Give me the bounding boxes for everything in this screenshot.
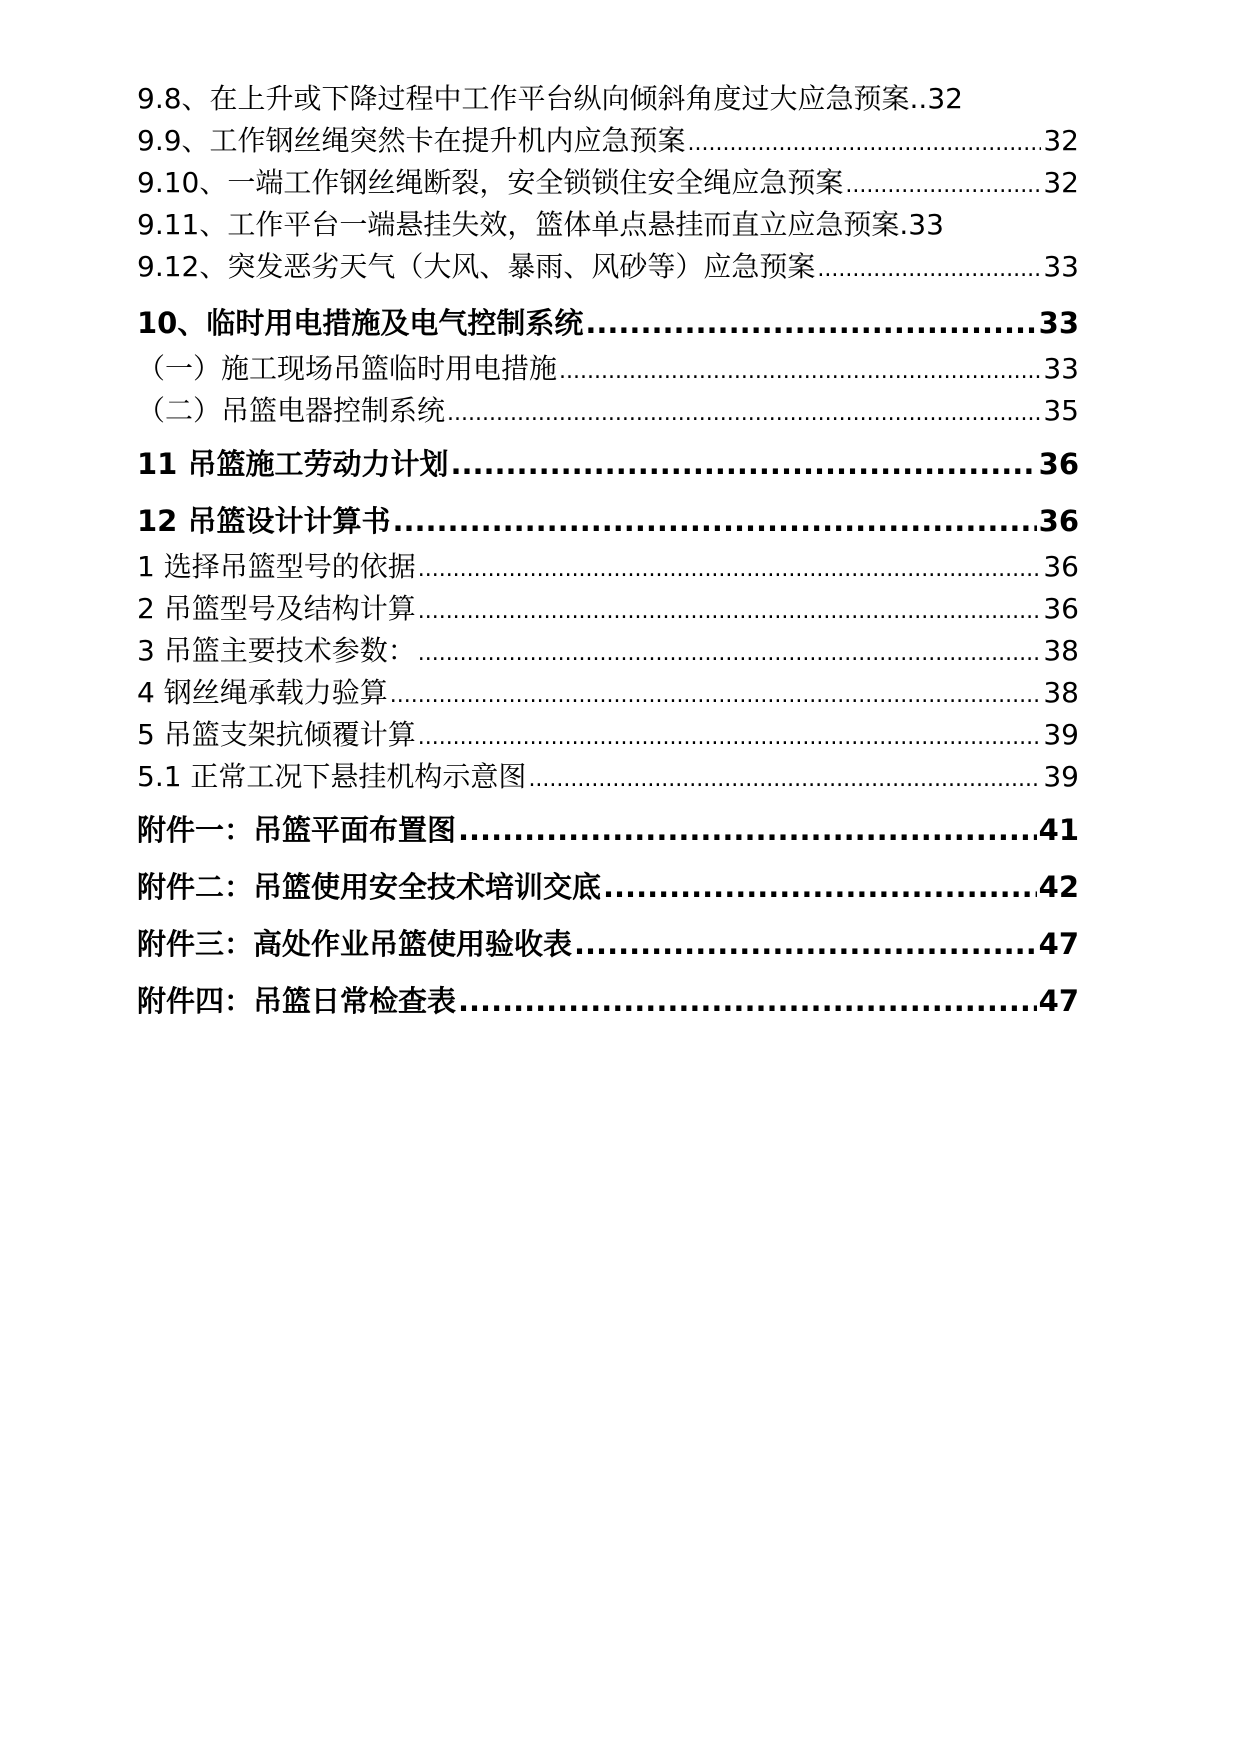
toc-entry-label: 9.8、在上升或下降过程中工作平台纵向倾斜角度过大应急预案.. [137,82,928,115]
toc-entry-page: 32 [1043,166,1079,199]
toc-entry-9-12[interactable] [137,246,1079,288]
toc-entry-appendix-4[interactable] [137,976,1079,1026]
toc-entry-label: （二）吊篮电器控制系统 [137,394,446,427]
toc-entry-label: 附件二：吊篮使用安全技术培训交底 [137,870,602,904]
toc-entry-label: 11 吊篮施工劳动力计划 [137,447,449,481]
toc-entry-label: 9.11、工作平台一端悬挂失效，篮体单点悬挂而直立应急预案. [137,208,909,241]
dot-leader [418,549,1042,591]
toc-entry-page: 41 [1038,813,1079,847]
toc-entry-page: 36 [1038,504,1079,538]
toc-entry-label: 5.1 正常工况下悬挂机构示意图 [137,760,527,793]
dot-leader [574,919,1037,969]
toc-entry-12-3[interactable] [137,630,1079,672]
toc-entry-12-1[interactable] [137,546,1079,588]
toc-entry-appendix-3[interactable] [137,919,1079,969]
toc-entry-page: 42 [1038,870,1079,904]
toc-entry-label: 2 吊篮型号及结构计算 [137,592,416,625]
dot-leader [528,759,1041,801]
toc-entry-label: 3 吊篮主要技术参数： [137,634,416,667]
toc-entry-page: 36 [1043,592,1079,625]
toc-entry-label: 5 吊篮支架抗倾覆计算 [137,718,416,751]
toc-entry-page: 38 [1043,634,1079,667]
dot-leader [447,393,1041,435]
toc-entry-label: 4 钢丝绳承载力验算 [137,676,388,709]
dot-leader [418,717,1042,759]
toc-entry-page: 35 [1043,394,1079,427]
dot-leader [458,976,1037,1026]
toc-entry-label: 附件四：吊篮日常检查表 [137,984,457,1018]
dot-leader [418,633,1042,675]
toc-entry-label: 10、临时用电措施及电气控制系统 [137,306,584,340]
dot-leader [688,123,1042,165]
toc-entry-page: 39 [1043,760,1079,793]
toc-entry-10-2[interactable] [137,390,1079,432]
toc-entry-11[interactable] [137,439,1079,489]
dot-leader [559,351,1041,393]
dot-leader [845,165,1041,207]
toc-entry-12-2[interactable] [137,588,1079,630]
toc-entry-page: 36 [1043,550,1079,583]
toc-entry-page: 36 [1038,447,1079,481]
toc-entry-appendix-1[interactable] [137,805,1079,855]
toc-entry-label: （一）施工现场吊篮临时用电措施 [137,352,558,385]
toc-entry-label: 9.10、一端工作钢丝绳断裂，安全锁锁住安全绳应急预案 [137,166,844,199]
toc-entry-10-1[interactable] [137,348,1079,390]
toc-entry-page: 38 [1043,676,1079,709]
toc-entry-page: 47 [1038,984,1079,1018]
toc-entry-page: 32 [1043,124,1079,157]
toc-entry-page: 32 [927,82,963,115]
toc-entry-page: 33 [1038,306,1079,340]
dot-leader [585,298,1036,348]
dot-leader [390,675,1042,717]
toc-entry-9-9[interactable] [137,120,1079,162]
toc-entry-label: 附件三：高处作业吊篮使用验收表 [137,927,573,961]
toc-entry-page: 33 [908,208,944,241]
toc-entry-label: 9.9、工作钢丝绳突然卡在提升机内应急预案 [137,124,686,157]
toc-entry-page: 47 [1038,927,1079,961]
toc-entry-appendix-2[interactable] [137,862,1079,912]
dot-leader [458,805,1037,855]
toc-entry-9-10[interactable] [137,162,1079,204]
toc-entry-12-5-1[interactable] [137,756,1079,798]
dot-leader [450,439,1036,489]
toc-entry-9-8[interactable] [137,78,1109,120]
toc-entry-12[interactable] [137,496,1079,546]
dot-leader [817,249,1041,291]
toc-entry-page: 33 [1043,352,1079,385]
toc-entry-9-11[interactable] [137,204,1109,246]
toc-entry-10[interactable] [137,298,1079,348]
toc-entry-12-4[interactable] [137,672,1079,714]
toc-entry-label: 1 选择吊篮型号的依据 [137,550,416,583]
dot-leader [603,862,1037,912]
toc-entry-label: 12 吊篮设计计算书 [137,504,391,538]
table-of-contents [137,78,1079,1026]
toc-entry-label: 附件一：吊篮平面布置图 [137,813,457,847]
toc-entry-page: 33 [1043,250,1079,283]
toc-entry-page: 39 [1043,718,1079,751]
dot-leader [418,591,1042,633]
toc-entry-12-5[interactable] [137,714,1079,756]
toc-entry-label: 9.12、突发恶劣天气（大风、暴雨、风砂等）应急预案 [137,250,816,283]
dot-leader [392,496,1036,546]
